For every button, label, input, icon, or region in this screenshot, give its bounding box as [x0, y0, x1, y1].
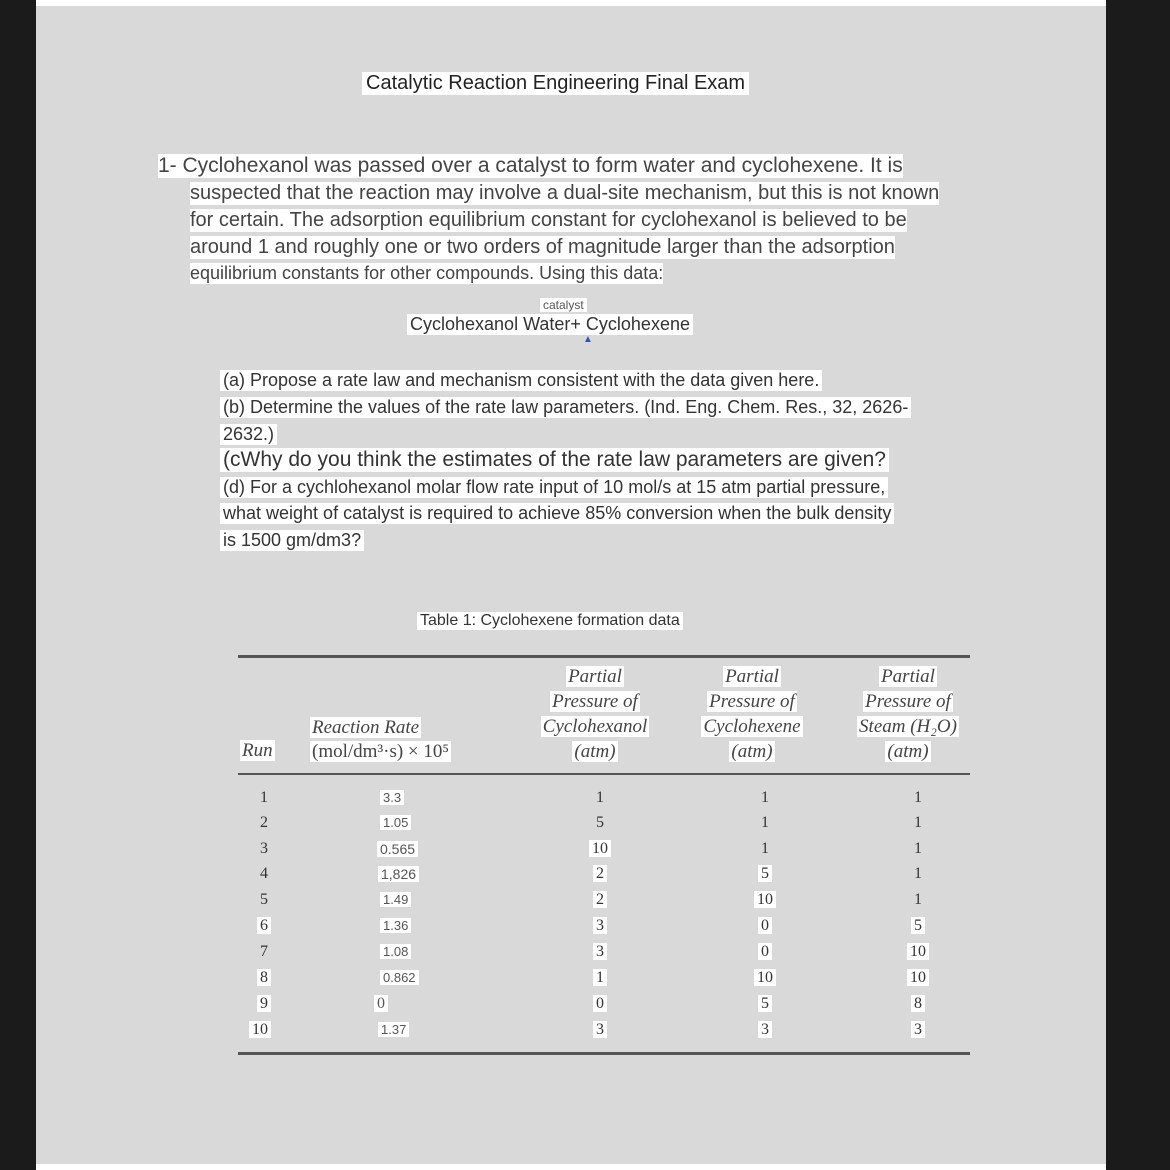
cell-run: 9 — [244, 993, 284, 1015]
question-line-5: equilibrium constants for other compounds. Using this data: — [190, 263, 664, 283]
cell-rate: 1.08 — [380, 941, 411, 963]
cell-cyclohexanol: 3 — [570, 941, 630, 963]
question-line-2: suspected that the reaction may involve a dual-site mechanism, but this is not known — [190, 182, 940, 204]
header-cyclohexene: Partial Pressure of Cyclohexene (atm) — [703, 666, 801, 762]
cell-run: 7 — [260, 943, 268, 960]
header-run: Run — [242, 740, 273, 761]
cell-cyclohexene: 0 — [735, 915, 795, 937]
cell-run: 10 — [240, 1019, 280, 1041]
part-d: (d) For a cychlohexanol molar flow rate input of 10 mol/s at 15 atm partial pressure, — [220, 477, 888, 498]
cell-rate: 1.05 — [380, 812, 411, 834]
cell-cyclohexanol: 1 — [570, 967, 630, 989]
question-line-1: 1- Cyclohexanol was passed over a catalyst to form water and cyclohexene. It is — [158, 154, 903, 177]
cell-rate: 1.49 — [380, 889, 411, 911]
cell-rate: 1.36 — [380, 915, 411, 937]
cell-cyclohexanol: 5 — [596, 814, 604, 831]
cell-steam: 1 — [914, 840, 922, 857]
cell-run: 8 — [244, 967, 284, 989]
header-cyclohexanol: Partial Pressure of Cyclohexanol (atm) — [542, 666, 648, 762]
question-line-3: for certain. The adsorption equilibrium constant for cyclohexanol is believed to be — [190, 209, 907, 231]
part-c: (cWhy do you think the estimates of the rate law parameters are given? — [220, 448, 889, 472]
cell-steam: 1 — [914, 891, 922, 908]
cell-rate: 3.3 — [380, 787, 404, 809]
table-header-rule — [238, 773, 970, 775]
cell-cyclohexene: 10 — [735, 967, 795, 989]
cell-steam: 10 — [888, 941, 948, 963]
cell-cyclohexanol: 2 — [570, 863, 630, 885]
cell-cyclohexene: 10 — [735, 889, 795, 911]
cell-steam: 5 — [888, 915, 948, 937]
cell-cyclohexene: 1 — [761, 789, 769, 806]
cell-steam: 10 — [888, 967, 948, 989]
table-top-rule — [238, 655, 970, 658]
table-bottom-rule — [238, 1052, 970, 1055]
document-page — [36, 6, 1106, 1164]
cell-cyclohexene: 0 — [735, 941, 795, 963]
cell-rate: 0 — [374, 993, 388, 1015]
exam-title: Catalytic Reaction Engineering Final Exam — [362, 72, 749, 95]
cell-cyclohexene: 5 — [735, 863, 795, 885]
cell-cyclohexene: 1 — [761, 840, 769, 857]
cell-run: 3 — [260, 840, 268, 857]
cell-cyclohexanol: 3 — [570, 1019, 630, 1041]
cell-run: 4 — [260, 865, 268, 882]
cell-rate: 0.862 — [380, 967, 419, 989]
part-b: (b) Determine the values of the rate law parameters. (Ind. Eng. Chem. Res., 32, 2626- — [220, 397, 911, 418]
cell-run: 2 — [260, 814, 268, 831]
cell-cyclohexene: 1 — [761, 814, 769, 831]
cell-cyclohexene: 5 — [735, 993, 795, 1015]
cell-cyclohexanol: 0 — [570, 993, 630, 1015]
catalyst-label: catalyst — [540, 298, 587, 312]
reaction-equation: Cyclohexanol Water+ Cyclohexene — [407, 314, 693, 335]
part-a: (a) Propose a rate law and mechanism consistent with the data given here. — [220, 370, 822, 391]
part-d-cont-2: is 1500 gm/dm3? — [220, 530, 364, 551]
cell-steam: 1 — [914, 865, 922, 882]
cell-cyclohexanol: 3 — [570, 915, 630, 937]
cell-cyclohexene: 3 — [735, 1019, 795, 1041]
cell-steam: 3 — [888, 1019, 948, 1041]
reaction-arrow-mark: ▲ — [583, 334, 593, 345]
table-caption: Table 1: Cyclohexene formation data — [417, 612, 683, 630]
cell-steam: 1 — [914, 789, 922, 806]
part-d-cont-1: what weight of catalyst is required to achieve 85% conversion when the bulk density — [220, 503, 894, 524]
left-black-border — [0, 0, 36, 1170]
cell-cyclohexanol: 2 — [570, 889, 630, 911]
cell-cyclohexanol: 1 — [596, 789, 604, 806]
cell-run: 5 — [260, 891, 268, 908]
cell-rate: 1,826 — [378, 863, 419, 885]
cell-run: 1 — [260, 789, 268, 806]
cell-run: 6 — [244, 915, 284, 937]
right-black-border — [1106, 0, 1170, 1170]
part-b-cont: 2632.) — [220, 424, 277, 445]
cell-rate: 0.565 — [377, 838, 418, 860]
question-line-4: around 1 and roughly one or two orders of magnitude larger than the adsorption — [190, 236, 895, 258]
cell-steam: 1 — [914, 814, 922, 831]
cell-steam: 8 — [888, 993, 948, 1015]
cell-cyclohexanol: 10 — [570, 838, 630, 860]
cell-rate: 1.37 — [378, 1019, 409, 1041]
header-steam: Partial Pressure of Steam (H₂O) (atm) — [859, 666, 957, 762]
bottom-strip — [36, 1164, 1106, 1170]
